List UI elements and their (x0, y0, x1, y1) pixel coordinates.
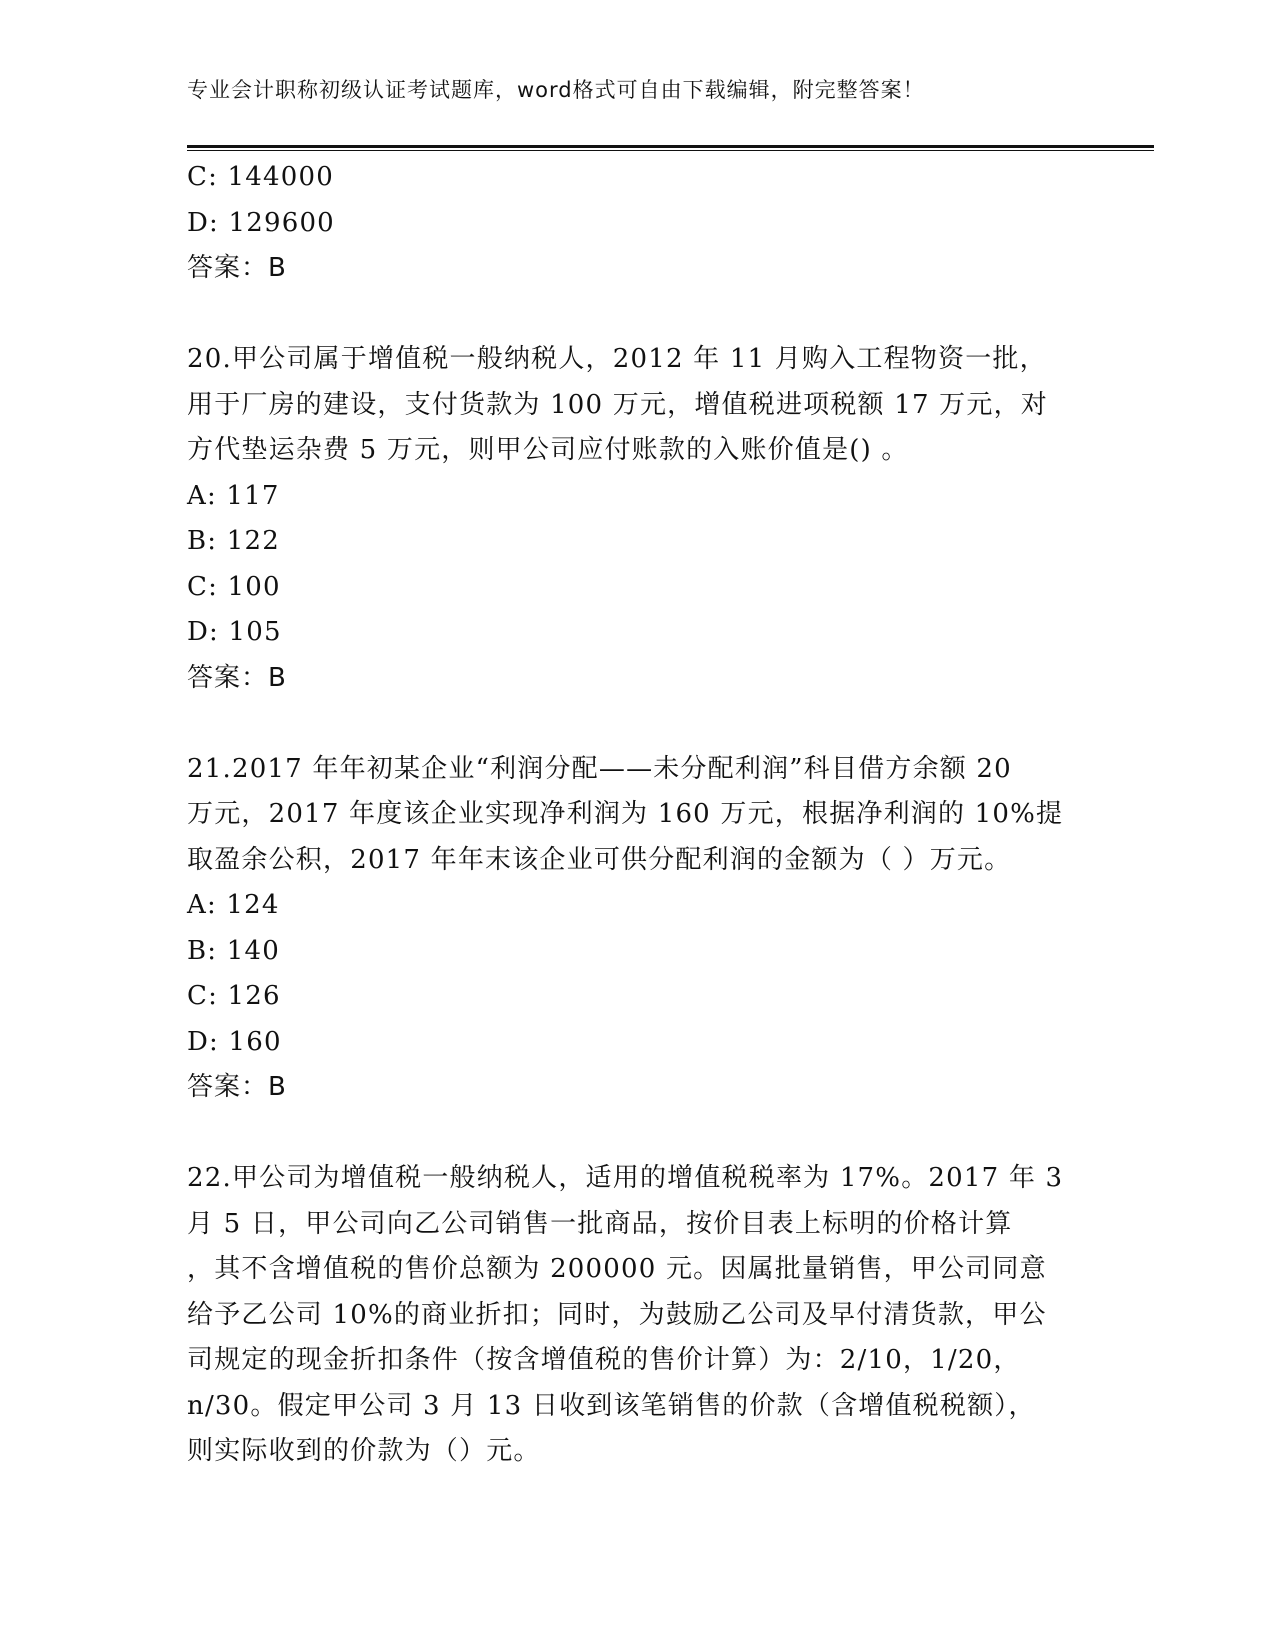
question-line: 20.甲公司属于增值税一般纳税人，2012 年 11 月购入工程物资一批， (187, 344, 1047, 374)
question-line: 22.甲公司为增值税一般纳税人，适用的增值税税率为 17%。2017 年 3 (187, 1163, 1064, 1193)
question-text (187, 1156, 1087, 1475)
spacer (187, 292, 1087, 338)
spacer (187, 701, 1087, 747)
option-c: C: 100 (187, 571, 281, 602)
question-line: 取盈余公积，2017 年年末该企业可供分配利润的金额为（ ）万元。 (187, 844, 1012, 875)
option-b: B: 140 (187, 935, 280, 966)
question-line: ，其不含增值税的售价总额为 200000 元。因属批量销售，甲公司同意 (187, 1254, 1047, 1284)
header-rule-thin (187, 150, 1154, 151)
question-20 (187, 337, 1087, 701)
question-line: 则实际收到的价款为（）元。 (187, 1436, 541, 1466)
question-text (187, 747, 1087, 884)
question-line: 司规定的现金折扣条件（按含增值税的售价计算）为：2/10，1/20， (187, 1345, 1021, 1375)
question-line: 方代垫运杂费 5 万元，则甲公司应付账款的入账价值是() 。 (187, 435, 909, 465)
question-line: 用于厂房的建设，支付货款为 100 万元，增值税进项税额 17 万元，对 (187, 389, 1048, 420)
answer-line: 答案：B (187, 662, 287, 693)
option-c: C: 144000 (187, 162, 334, 192)
document-body (187, 155, 1087, 1475)
option-d: D: 105 (187, 617, 282, 647)
question-21 (187, 747, 1087, 1111)
question-22 (187, 1156, 1087, 1475)
header-rule-thick (187, 145, 1154, 148)
question-line: 月 5 日，甲公司向乙公司销售一批商品，按价目表上标明的价格计算 (187, 1208, 1013, 1239)
spacer (187, 1111, 1087, 1157)
question-line: 万元，2017 年度该企业实现净利润为 160 万元，根据净利润的 10%提 (187, 799, 1064, 829)
answer-line: 答案：B (187, 253, 287, 283)
question-text (187, 337, 1087, 474)
answer-line: 答案：B (187, 1072, 287, 1102)
option-c: C: 126 (187, 981, 281, 1011)
option-a: A: 117 (187, 480, 280, 511)
question-line: 给予乙公司 10%的商业折扣；同时，为鼓励乙公司及早付清货款，甲公 (187, 1299, 1047, 1330)
option-d: D: 160 (187, 1026, 282, 1057)
question-line: n/30。假定甲公司 3 月 13 日收到该笔销售的价款（含增值税税额）， (187, 1390, 1036, 1421)
page-header: 专业会计职称初级认证考试题库，word格式可自由下载编辑，附完整答案！ (187, 78, 925, 102)
option-b: B: 122 (187, 526, 280, 556)
question-line: 21.2017 年年初某企业“利润分配——未分配利润”科目借方余额 20 (187, 753, 1012, 784)
option-d: D: 129600 (187, 207, 335, 238)
option-a: A: 124 (187, 890, 280, 920)
prev-question-block (187, 155, 1087, 292)
